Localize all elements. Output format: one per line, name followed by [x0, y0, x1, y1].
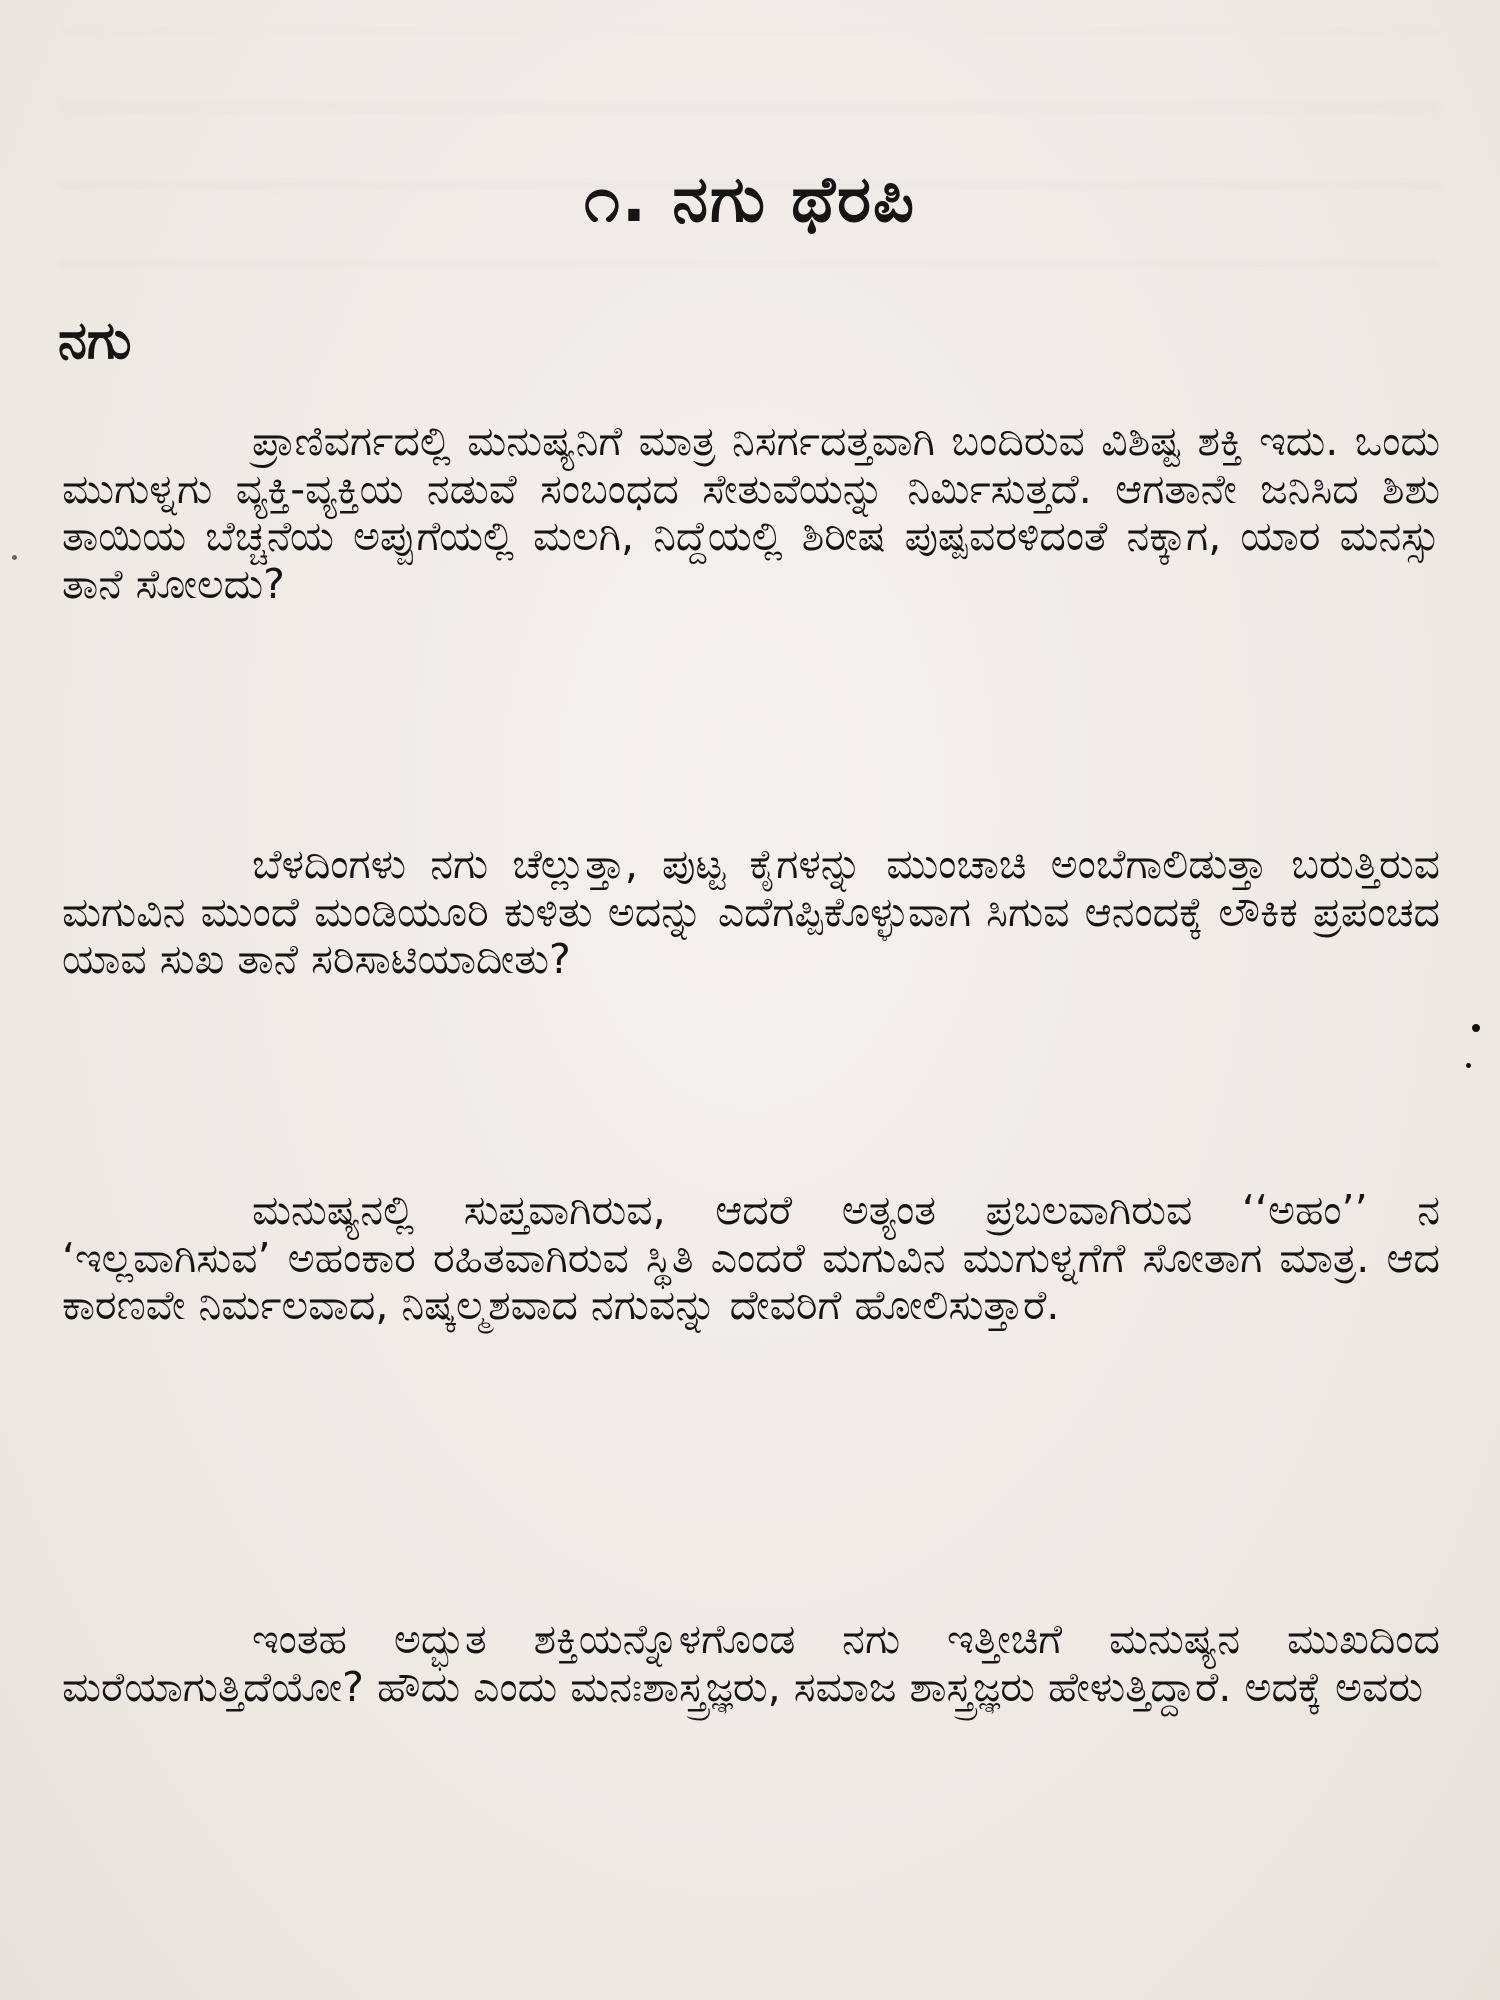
paragraph: ಮನುಷ್ಯನಲ್ಲಿ ಸುಪ್ತವಾಗಿರುವ, ಆದರೆ ಅತ್ಯಂತ ಪ್ರಬಲವಾಗಿರುವ ‘‘ಅಹಂ’’ ನ ‘ಇಲ್ಲವಾಗಿಸುವ’ ಅಹಂಕಾರ ರಹಿತವಾಗಿರುವ ಸ್ಥಿತಿ ಎಂದರೆ ಮಗುವಿನ ಮುಗುಳ್ನಗೆಗೆ ಸೋತಾಗ ಮಾತ್ರ. ಆದ ಕಾರಣವೇ ನಿರ್ಮಲವಾದ, ನಿಷ್ಕಲ್ಮಶವಾದ ನಗುವನ್ನು ದೇವರಿಗೆ ಹೋಲಿಸುತ್ತಾರೆ.: [62, 1186, 1440, 1330]
paragraph-2-block: [62, 841, 1440, 984]
paragraph: ಬೆಳದಿಂಗಳು ನಗು ಚೆಲ್ಲುತ್ತಾ, ಪುಟ್ಟ ಕೈಗಳನ್ನು ಮುಂಚಾಚಿ ಅಂಬೆಗಾಲಿಡುತ್ತಾ ಬರುತ್ತಿರುವ ಮಗುವಿನ ಮುಂದೆ ಮಂಡಿಯೂರಿ ಕುಳಿತು ಅದನ್ನು ಎದೆಗಪ್ಪಿಕೊಳ್ಳುವಾಗ ಸಿಗುವ ಆನಂದಕ್ಕೆ ಲೌಕಿಕ ಪ್ರಪಂಚದ ಯಾವ ಸುಖ ತಾನೆ ಸರಿಸಾಟಿಯಾದೀತು?: [62, 840, 1440, 984]
section-heading: ನಗು: [58, 311, 132, 371]
ink-speck: [1472, 1024, 1480, 1032]
paragraph-1-block: [62, 418, 1440, 608]
paragraph-4-block: [62, 1616, 1440, 1711]
paragraph-3-block: [62, 1187, 1440, 1330]
ink-speck: [1466, 1063, 1471, 1068]
paragraph: ಪ್ರಾಣಿವರ್ಗದಲ್ಲಿ ಮನುಷ್ಯನಿಗೆ ಮಾತ್ರ ನಿಸರ್ಗದತ್ತವಾಗಿ ಬಂದಿರುವ ವಿಶಿಷ್ಟ ಶಕ್ತಿ ಇದು. ಒಂದು ಮುಗುಳ್ನಗು ವ್ಯಕ್ತಿ-ವ್ಯಕ್ತಿಯ ನಡುವೆ ಸಂಬಂಧದ ಸೇತುವೆಯನ್ನು ನಿರ್ಮಿಸುತ್ತದೆ. ಆಗತಾನೇ ಜನಿಸಿದ ಶಿಶು ತಾಯಿಯ ಬೆಚ್ಚನೆಯ ಅಪ್ಪುಗೆಯಲ್ಲಿ ಮಲಗಿ, ನಿದ್ದೆಯಲ್ಲಿ ಶಿರೀಷ ಪುಷ್ಪವರಳಿದಂತೆ ನಕ್ಕಾಗ, ಯಾರ ಮನಸ್ಸು ತಾನೆ ಸೋಲದು?: [62, 417, 1440, 608]
paragraph: ಇಂತಹ ಅದ್ಭುತ ಶಕ್ತಿಯನ್ನೊಳಗೊಂಡ ನಗು ಇತ್ತೀಚಿಗೆ ಮನುಷ್ಯನ ಮುಖದಿಂದ ಮರೆಯಾಗುತ್ತಿದೆಯೋ? ಹೌದು ಎಂದು ಮನಃಶಾಸ್ತ್ರಜ್ಞರು, ಸಮಾಜ ಶಾಸ್ತ್ರಜ್ಞರು ಹೇಳುತ್ತಿದ್ದಾರೆ. ಅದಕ್ಕೆ ಅವರು: [62, 1615, 1440, 1711]
chapter-title: ೧. ನಗು ಥೆರಪಿ: [583, 163, 917, 237]
ink-speck: [12, 555, 17, 560]
